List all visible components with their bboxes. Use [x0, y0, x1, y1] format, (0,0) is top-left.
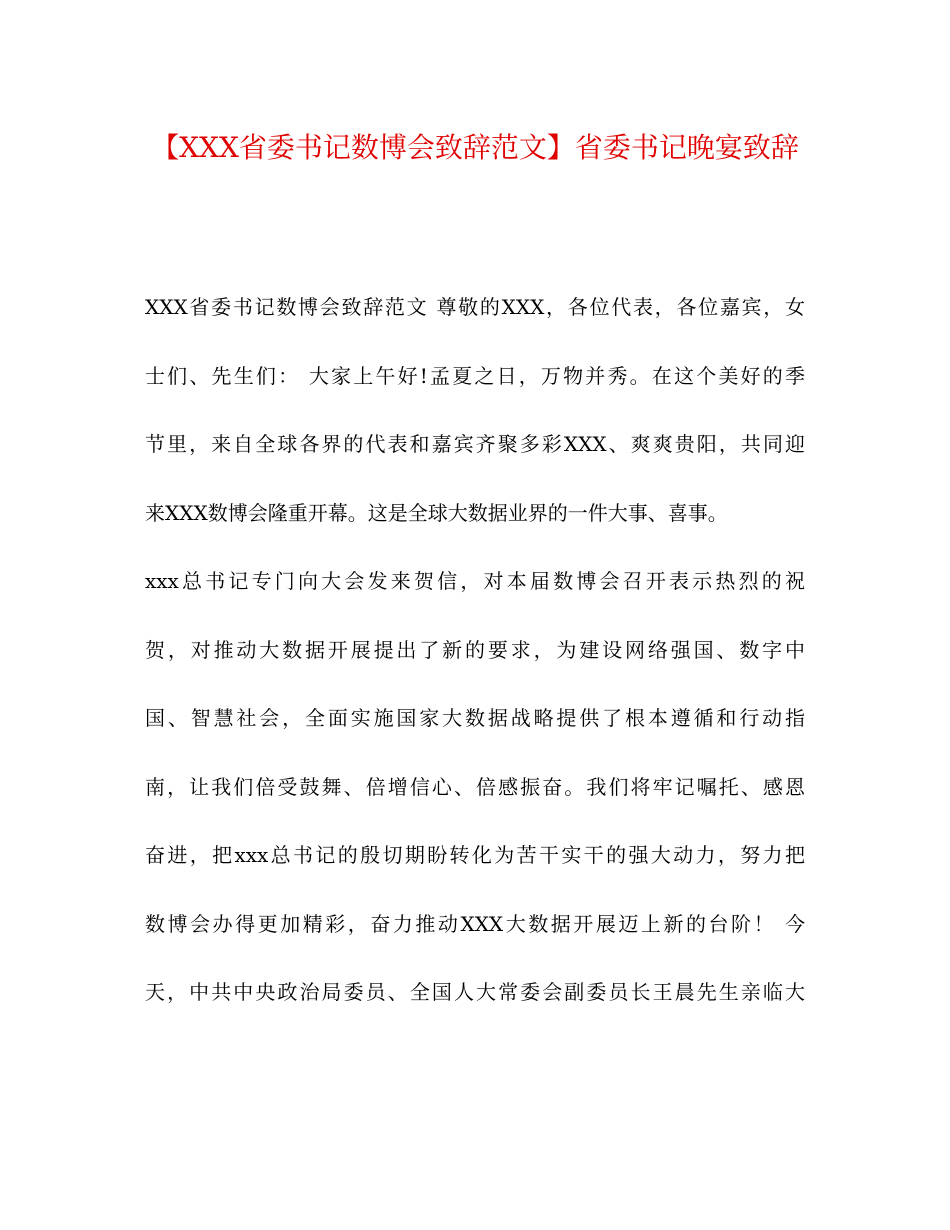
- body-line: 奋进，把xxx总书记的殷切期盼转化为苦干实干的强大动力，努力把: [145, 843, 805, 867]
- body-line: 数博会办得更加精彩，奋力推动XXX大数据开展迈上新的台阶！ 今: [145, 911, 805, 936]
- document-title: 【XXX省委书记数博会致辞范文】省委书记晚宴致辞: [151, 131, 799, 164]
- body-line: xxx总书记专门向大会发来贺信，对本届数博会召开表示热烈的祝: [145, 569, 805, 593]
- body-line: XXX省委书记数博会致辞范文 尊敬的XXX，各位代表，各位嘉宾，女: [145, 295, 805, 319]
- body-line: 国、智慧社会，全面实施国家大数据战略提供了根本遵循和行动指: [145, 706, 805, 730]
- body-line: 贺，对推动大数据开展提出了新的要求，为建设网络强国、数字中: [145, 637, 805, 662]
- body-line: 节里，来自全球各界的代表和嘉宾齐聚多彩XXX、爽爽贵阳，共同迎: [145, 432, 805, 456]
- body-line: 南，让我们倍受鼓舞、倍增信心、倍感振奋。我们将牢记嘱托、感恩: [145, 774, 805, 799]
- document-body: [145, 285, 805, 1039]
- body-line: 天，中共中央政治局委员、全国人大常委会副委员长王晨先生亲临大: [145, 980, 805, 1004]
- body-line: 士们、先生们： 大家上午好!孟夏之日，万物并秀。在这个美好的季: [145, 363, 805, 388]
- body-line: 来XXX数博会隆重开幕。这是全球大数据业界的一件大事、喜事。: [145, 500, 728, 525]
